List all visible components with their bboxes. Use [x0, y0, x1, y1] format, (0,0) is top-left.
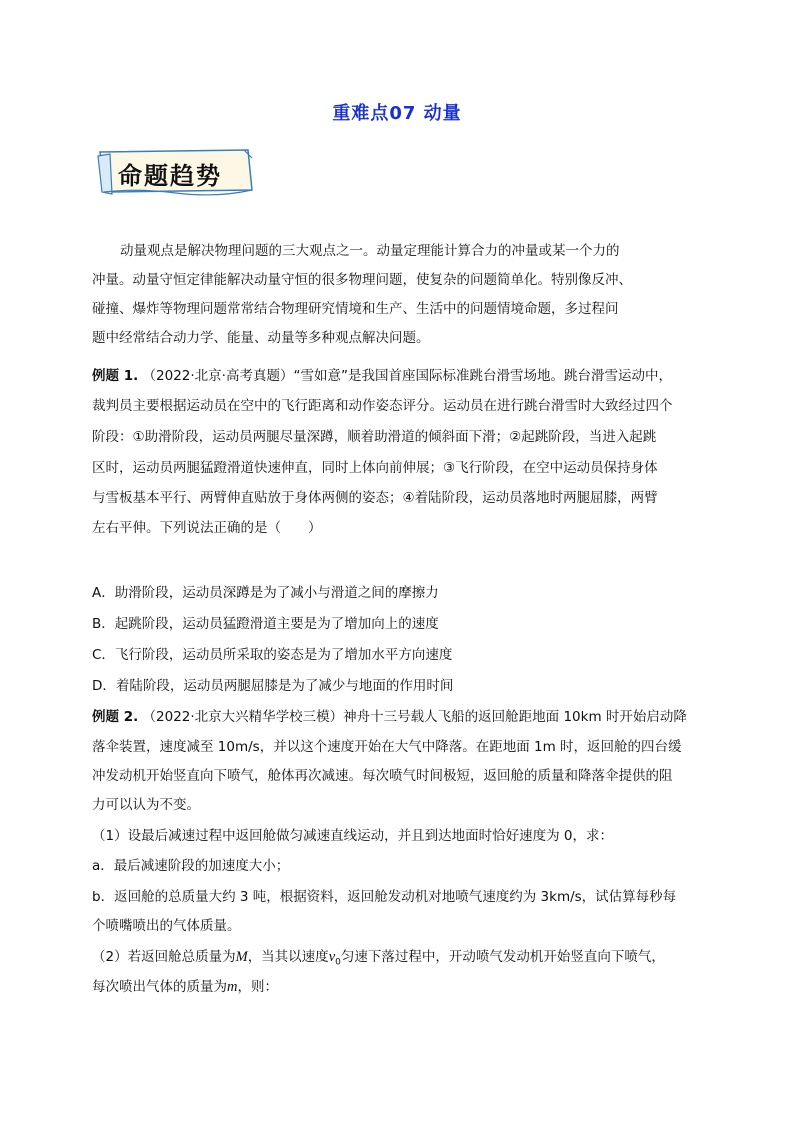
option-c: C．飞行阶段，运动员所采取的姿态是为了增加水平方向速度	[92, 647, 453, 663]
option-d: D．着陆阶段，运动员两腿屈膝是为了减少与地面的作用时间	[92, 678, 454, 694]
example1-label: 例题 1.	[92, 368, 139, 384]
intro-line: 题中经常结合动力学、能量、动量等多种观点解决问题。	[92, 330, 430, 346]
option-b: B．起跳阶段，运动员猛蹬滑道主要是为了增加向上的速度	[92, 616, 439, 632]
question-1b-line: b．返回舱的总质量大约 3 吨，根据资料，返回舱发动机对地喷气速度约为 3km/s，试估算每秒每	[92, 889, 677, 905]
example2-first-line	[92, 707, 687, 727]
mass-symbol-M: M	[235, 949, 248, 965]
question-2-line	[92, 947, 665, 973]
q2b-text: 每次喷出气体的质量为	[92, 979, 227, 995]
example1-line: 阶段：①助滑阶段，运动员两腿尽量深蹲，顺着助滑道的倾斜面下滑；②起跳阶段，当进入起跳	[92, 429, 657, 445]
example2-line: 落伞装置，速度减至 10m/s，并以这个速度开始在大气中降落。在距地面 1m 时，返回舱的四台缓	[92, 739, 682, 755]
section-banner-label: 命题趋势	[118, 161, 222, 190]
intro-line: 冲量。动量守恒定律能解决动量守恒的很多物理问题，使复杂的问题简单化。特别像反冲、	[92, 272, 632, 288]
question-1a: a．最后减速阶段的加速度大小；	[92, 858, 290, 874]
question-1: （1）设最后减速过程中返回舱做匀减速直线运动，并且到达地面时恰好速度为 0，求：	[92, 828, 613, 844]
example2-label: 例题 2.	[92, 709, 139, 725]
example1-line: 左右平伸。下列说法正确的是（ ）	[92, 520, 322, 536]
example1-line: 区时，运动员两腿猛蹬滑道快速伸直，同时上体向前伸展；③飞行阶段，在空中运动员保持身体	[92, 460, 658, 476]
example1-text: （2022·北京·高考真题）“雪如意”是我国首座国际标准跳台滑雪场地。跳台滑雪运动中，	[142, 368, 672, 384]
velocity-subscript: 0	[335, 957, 341, 968]
q2-text: 匀速下落过程中，开动喷气发动机开始竖直向下喷气，	[340, 949, 665, 965]
q2-text: （2）若返回舱总质量为	[92, 949, 236, 965]
question-2-line	[92, 977, 278, 997]
example1-first-line	[92, 366, 672, 386]
example1-line: 裁判员主要根据运动员在空中的飞行距离和动作姿态评分。运动员在进行跳台滑雪时大致经过四个	[92, 398, 673, 414]
example2-line: 力可以认为不变。	[92, 797, 200, 813]
velocity-symbol: v	[328, 949, 336, 965]
intro-line: 碰撞、爆炸等物理问题常常结合物理研究情境和生产、生活中的问题情境命题，多过程问	[92, 301, 619, 317]
q2-text: ，当其以速度	[247, 949, 329, 965]
page-title: 重难点07 动量	[332, 103, 462, 124]
example1-line: 与雪板基本平行、两臂伸直贴放于身体两侧的姿态；④着陆阶段，运动员落地时两腿屈膝，两臂	[92, 490, 658, 506]
mass-symbol-m: m	[227, 979, 238, 995]
q2b-text: ，则：	[237, 979, 278, 995]
intro-line: 动量观点是解决物理问题的三大观点之一。动量定理能计算合力的冲量或某一个力的	[120, 243, 620, 259]
question-1b-line: 个喷嘴喷出的气体质量。	[92, 918, 241, 934]
option-a: A．助滑阶段，运动员深蹲是为了减小与滑道之间的摩擦力	[92, 585, 439, 601]
example2-text: （2022·北京大兴精华学校三模）神舟十三号载人飞船的返回舱距地面 10km 时开始启动降	[142, 709, 687, 725]
example2-line: 冲发动机开始竖直向下喷气，舱体再次减速。每次喷气时间极短，返回舱的质量和降落伞提供的阻	[92, 768, 673, 784]
